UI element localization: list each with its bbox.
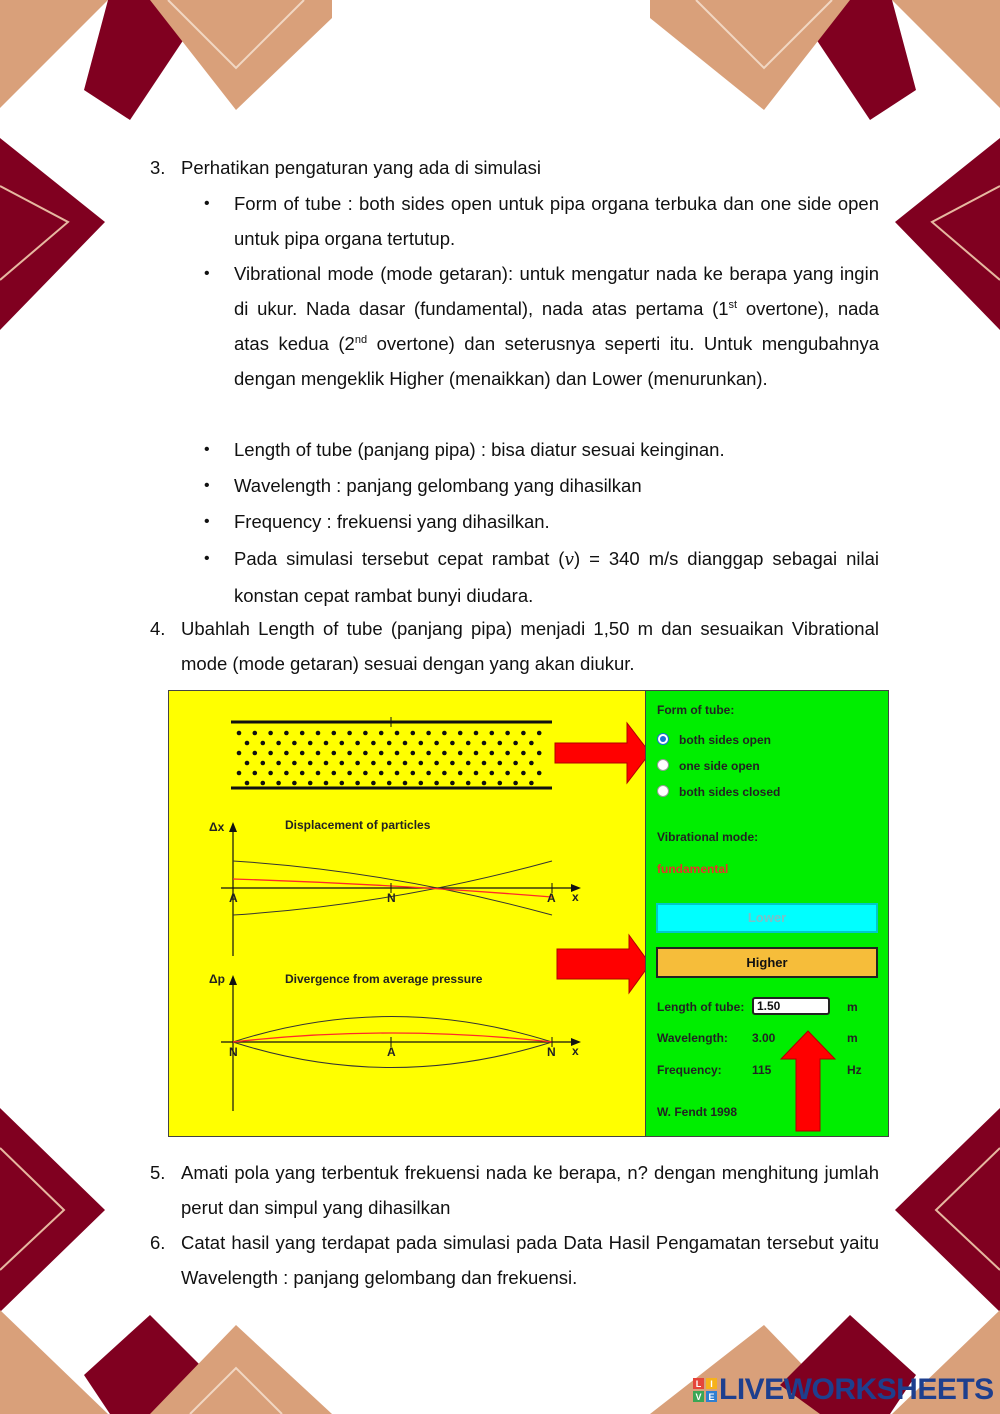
air-particle: [521, 731, 526, 736]
length-unit: m: [847, 1000, 858, 1014]
air-particle: [324, 781, 329, 786]
air-particle: [347, 751, 352, 756]
air-particle: [308, 761, 313, 766]
air-particle: [332, 751, 337, 756]
bullet-length-of-tube: Length of tube (panjang pipa) : bisa diatur sesuai keinginan.: [234, 439, 725, 460]
air-particle: [482, 741, 487, 746]
air-particle: [537, 731, 542, 736]
air-particle: [387, 781, 392, 786]
air-particle: [537, 751, 542, 756]
air-particle: [332, 771, 337, 776]
air-particle: [505, 771, 510, 776]
air-particle: [426, 751, 431, 756]
air-particle: [292, 761, 297, 766]
air-particle: [316, 751, 321, 756]
pressure-title: Divergence from average pressure: [285, 972, 483, 986]
air-particle: [355, 761, 360, 766]
displacement-title: Displacement of particles: [285, 818, 431, 832]
air-particle: [363, 771, 368, 776]
air-particle: [434, 741, 439, 746]
air-particle: [482, 761, 487, 766]
air-particle: [300, 751, 305, 756]
air-particle: [253, 751, 258, 756]
step-5-text: Amati pola yang terbentuk frekuensi nada ke berapa, n? dengan menghitung jumlah perut dan simpul yang dihasilkan: [181, 1162, 879, 1218]
air-particle: [403, 761, 408, 766]
air-particle: [379, 771, 384, 776]
air-particle: [419, 781, 424, 786]
air-particle: [284, 731, 289, 736]
air-particle: [474, 771, 479, 776]
frequency-label: Frequency:: [657, 1063, 722, 1077]
air-particle: [363, 751, 368, 756]
air-particle: [340, 761, 345, 766]
air-particle: [498, 741, 503, 746]
air-particle: [237, 731, 242, 736]
air-particle: [442, 731, 447, 736]
air-particle: [395, 731, 400, 736]
liveworksheets-wordmark: LIVEWORKSHEETS: [719, 1373, 994, 1406]
step-6-number: 6.: [150, 1232, 166, 1253]
air-particle: [276, 761, 281, 766]
air-particle: [513, 761, 518, 766]
air-particle: [466, 741, 471, 746]
air-particle: [411, 751, 416, 756]
air-particle: [363, 731, 368, 736]
liveworksheets-logo: [693, 1372, 994, 1408]
radio-both-sides-open[interactable]: [657, 733, 669, 745]
wavelength-unit: m: [847, 1031, 858, 1045]
air-particle: [292, 741, 297, 746]
bullet-vibrational-mode: Vibrational mode (mode getaran): untuk mengatur nada ke berapa yang ingin di ukur. Nada dasar (fundamental), nada atas pertama (1st overtone), nada atas kedua (2nd overtone) dan seterusnya seperti itu. Untuk mengubahnya dengan mengeklik Higher (menaikkan) dan Lower (menurunkan).: [234, 263, 879, 389]
air-particle: [521, 771, 526, 776]
air-particle: [450, 761, 455, 766]
axis-label-x: x: [572, 1044, 579, 1058]
air-particle: [347, 731, 352, 736]
air-particle: [371, 741, 376, 746]
displacement-node-label: A: [547, 891, 556, 905]
simulation-graphs: [169, 691, 645, 1137]
displacement-node-label: A: [229, 891, 238, 905]
credit-label: W. Fendt 1998: [657, 1105, 738, 1119]
pressure-node-label: N: [547, 1045, 556, 1059]
air-particle: [371, 761, 376, 766]
air-particle: [245, 761, 250, 766]
svg-text:E: E: [708, 1392, 715, 1402]
air-particle: [505, 751, 510, 756]
wavelength-label: Wavelength:: [657, 1031, 728, 1045]
step-4-number: 4.: [150, 618, 166, 639]
air-particle: [513, 781, 518, 786]
step-5-number: 5.: [150, 1162, 166, 1183]
air-particle: [450, 741, 455, 746]
bullet-frequency: Frequency : frekuensi yang dihasilkan.: [234, 511, 550, 532]
air-particle: [237, 771, 242, 776]
air-particle: [332, 731, 337, 736]
air-particle: [316, 731, 321, 736]
air-particle: [442, 751, 447, 756]
air-particle: [253, 771, 258, 776]
air-particle: [284, 751, 289, 756]
air-particle: [268, 771, 273, 776]
air-particle: [261, 781, 266, 786]
air-particle: [261, 761, 266, 766]
air-particle: [379, 731, 384, 736]
step-3-number: 3.: [150, 157, 166, 178]
air-particle: [387, 741, 392, 746]
air-particle: [529, 781, 534, 786]
vibrational-mode-label: Vibrational mode:: [657, 830, 759, 844]
air-particle: [300, 731, 305, 736]
air-particle: [490, 731, 495, 736]
air-particle: [490, 751, 495, 756]
pressure-node-label: N: [229, 1045, 238, 1059]
air-particle: [458, 751, 463, 756]
air-particle: [411, 731, 416, 736]
pressure-node-label: A: [387, 1045, 396, 1059]
air-particle: [537, 771, 542, 776]
tube-simulation: [168, 690, 889, 1137]
air-particles: [237, 731, 542, 786]
air-particle: [498, 761, 503, 766]
lower-button[interactable]: Lower: [656, 903, 878, 933]
air-particle: [340, 741, 345, 746]
air-particle: [395, 751, 400, 756]
air-particle: [308, 781, 313, 786]
frequency-value: 115: [752, 1063, 772, 1077]
radio-both-sides-closed[interactable]: [657, 785, 669, 797]
air-particle: [371, 781, 376, 786]
bullet-marker: •: [204, 550, 210, 567]
step-3-text: Perhatikan pengaturan yang ada di simulasi: [181, 157, 541, 178]
air-particle: [403, 781, 408, 786]
length-of-tube-label: Length of tube:: [657, 1000, 745, 1014]
arrow-to-higher-button: [557, 935, 645, 993]
air-particle: [237, 751, 242, 756]
pressure-wave-current: [233, 1033, 552, 1042]
frequency-unit: Hz: [847, 1063, 862, 1077]
air-particle: [442, 771, 447, 776]
air-particle: [458, 731, 463, 736]
axis-label-x: x: [572, 890, 579, 904]
axis-label-dp: Δp: [209, 972, 225, 986]
air-particle: [324, 761, 329, 766]
air-particle: [300, 771, 305, 776]
bullet-marker: •: [204, 513, 210, 530]
air-particle: [379, 751, 384, 756]
air-particle: [498, 781, 503, 786]
air-particle: [395, 771, 400, 776]
air-particle: [521, 751, 526, 756]
option-both-sides-open[interactable]: both sides open: [679, 733, 772, 747]
svg-text:L: L: [695, 1379, 702, 1389]
displacement-node-label: N: [387, 891, 396, 905]
air-particle: [513, 741, 518, 746]
air-particle: [245, 781, 250, 786]
bullet-marker: •: [204, 265, 210, 282]
arrow-to-values: [779, 1029, 837, 1133]
option-one-side-open[interactable]: one side open: [679, 759, 760, 773]
higher-button[interactable]: Higher: [656, 947, 878, 978]
air-particle: [387, 761, 392, 766]
bullet-wave-speed: Pada simulasi tersebut cepat rambat (v) = 340 m/s dianggap sebagai nilai konstan cepat rambat bunyi diudara.: [234, 548, 879, 606]
air-particle: [261, 741, 266, 746]
air-particle: [292, 781, 297, 786]
air-particle: [411, 771, 416, 776]
form-of-tube-label: Form of tube:: [657, 703, 735, 717]
air-particle: [284, 771, 289, 776]
air-particle: [355, 741, 360, 746]
air-particle: [340, 781, 345, 786]
air-particle: [458, 771, 463, 776]
vibrational-mode-value: fundamental: [657, 862, 729, 876]
air-particle: [316, 771, 321, 776]
liveworksheets-icon: [693, 1378, 717, 1402]
wavelength-value: 3.00: [752, 1031, 776, 1045]
air-particle: [426, 731, 431, 736]
air-particle: [276, 781, 281, 786]
air-particle: [529, 741, 534, 746]
air-particle: [268, 751, 273, 756]
air-particle: [490, 771, 495, 776]
air-particle: [324, 741, 329, 746]
control-panel: [645, 691, 889, 1137]
air-particle: [308, 741, 313, 746]
bullet-marker: •: [204, 195, 210, 212]
air-particle: [276, 741, 281, 746]
air-particle: [505, 731, 510, 736]
air-particle: [426, 771, 431, 776]
air-particle: [245, 741, 250, 746]
air-particle: [347, 771, 352, 776]
bullet-form-of-tube: Form of tube : both sides open untuk pipa organa terbuka dan one side open untuk pipa organa tertutup.: [234, 193, 879, 249]
air-particle: [482, 781, 487, 786]
air-particle: [253, 731, 258, 736]
air-particle: [450, 781, 455, 786]
air-particle: [355, 781, 360, 786]
air-particle: [403, 741, 408, 746]
step-6-text: Catat hasil yang terdapat pada simulasi pada Data Hasil Pengamatan tersebut yaitu Wavelength : panjang gelombang dan frekuensi.: [181, 1232, 879, 1288]
air-particle: [268, 731, 273, 736]
air-particle: [529, 761, 534, 766]
bullet-marker: •: [204, 477, 210, 494]
radio-one-side-open[interactable]: [657, 759, 669, 771]
svg-text:V: V: [695, 1392, 702, 1402]
air-particle: [434, 781, 439, 786]
option-both-sides-closed[interactable]: both sides closed: [679, 785, 781, 799]
air-particle: [419, 761, 424, 766]
svg-text:I: I: [710, 1379, 713, 1389]
length-of-tube-input[interactable]: [752, 997, 830, 1015]
axis-label-dx: Δx: [209, 820, 225, 834]
bullet-wavelength: Wavelength : panjang gelombang yang dihasilkan: [234, 475, 642, 496]
air-particle: [466, 761, 471, 766]
air-particle: [466, 781, 471, 786]
air-particle: [434, 761, 439, 766]
air-particle: [474, 751, 479, 756]
bullet-marker: •: [204, 441, 210, 458]
arrow-to-form-of-tube: [555, 723, 645, 783]
air-particle: [419, 741, 424, 746]
step-4-text: Ubahlah Length of tube (panjang pipa) menjadi 1,50 m dan sesuaikan Vibrational mode (mode getaran) sesuai dengan yang akan diukur.: [181, 618, 879, 674]
air-particle: [474, 731, 479, 736]
